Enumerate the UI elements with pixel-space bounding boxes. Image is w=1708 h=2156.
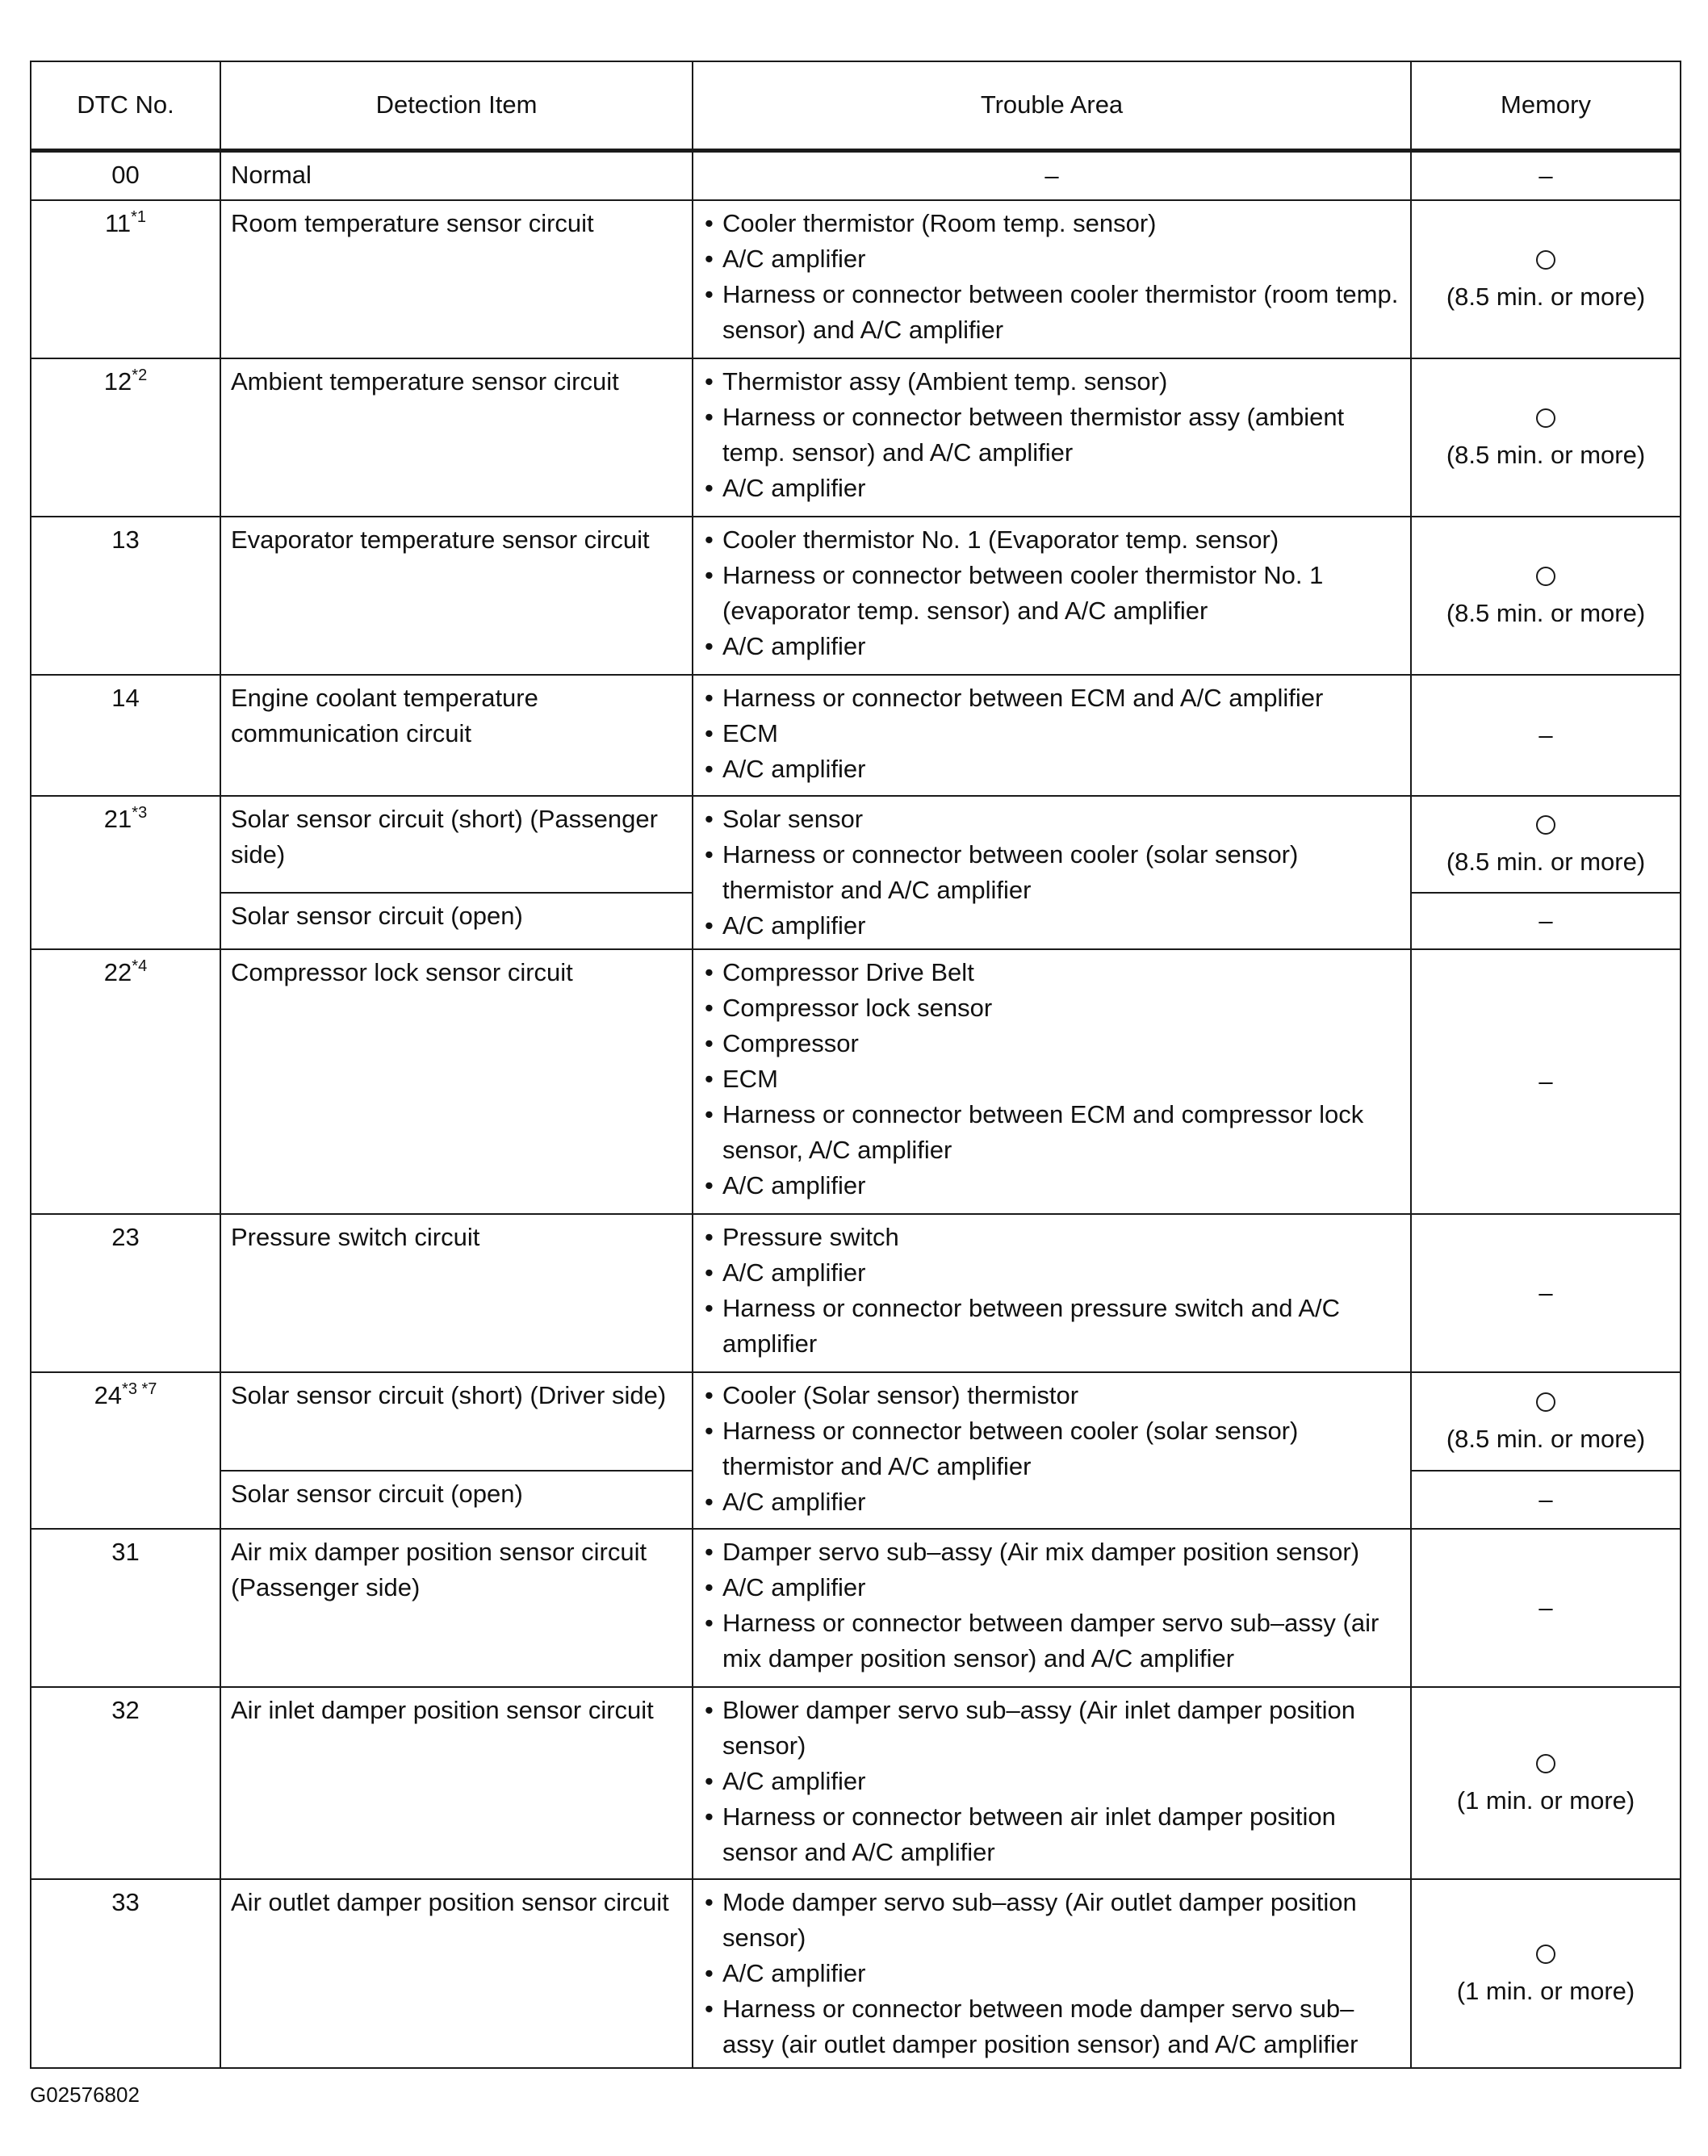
circle-mark-icon <box>1536 1754 1555 1773</box>
memory-cell <box>1411 1879 1681 2068</box>
trouble-item: • Damper servo sub–assy (Air mix damper position sensor) <box>705 1534 1402 1570</box>
trouble-area <box>693 675 1411 796</box>
trouble-item: • Harness or connector between mode damper servo sub–assy (air outlet damper position sensor) and A/C amplifier <box>705 1991 1402 2062</box>
footnote-mark: *2 <box>132 366 148 384</box>
memory-condition: (8.5 min. or more) <box>1446 599 1646 627</box>
trouble-item: • ECM <box>705 716 1402 751</box>
trouble-area <box>693 949 1411 1214</box>
trouble-item: • Thermistor assy (Ambient temp. sensor) <box>705 364 1402 400</box>
circle-mark-icon <box>1536 250 1555 270</box>
table-row <box>31 1879 1681 2068</box>
header-detection-item: Detection Item <box>220 61 693 150</box>
dtc-code-text: 21 <box>103 805 132 833</box>
table-row <box>31 517 1681 675</box>
table-row <box>31 675 1681 796</box>
trouble-item: • Harness or connector between air inlet damper position sensor and A/C amplifier <box>705 1799 1402 1870</box>
memory-cell: – <box>1411 1214 1681 1372</box>
dtc-code <box>31 1879 220 2068</box>
dtc-code <box>31 517 220 675</box>
header-dtc-no: DTC No. <box>31 61 220 150</box>
trouble-list <box>705 1885 1402 2062</box>
table-row <box>31 200 1681 358</box>
memory-cell <box>1411 200 1681 358</box>
circle-mark-icon <box>1536 408 1555 428</box>
detection-item: Air inlet damper position sensor circuit <box>220 1687 693 1879</box>
dtc-code <box>31 1372 220 1529</box>
detection-item: Air outlet damper position sensor circuit <box>220 1879 693 2068</box>
detection-item: Air mix damper position sensor circuit (Passenger side) <box>220 1529 693 1687</box>
dtc-code <box>31 1214 220 1372</box>
trouble-area: – <box>693 150 1411 200</box>
trouble-item: • Cooler (Solar sensor) thermistor <box>705 1378 1402 1413</box>
trouble-item: • Harness or connector between thermistor assy (ambient temp. sensor) and A/C amplifier <box>705 400 1402 471</box>
trouble-item: • A/C amplifier <box>705 751 1402 787</box>
detection-item: Normal <box>220 150 693 200</box>
trouble-item: • Harness or connector between cooler (solar sensor) thermistor and A/C amplifier <box>705 837 1402 908</box>
table-row <box>31 1687 1681 1879</box>
detection-item: Solar sensor circuit (open) <box>220 893 693 949</box>
memory-condition: (1 min. or more) <box>1456 1786 1635 1815</box>
table-row <box>31 1214 1681 1372</box>
dtc-code-text: 00 <box>111 160 140 189</box>
header-row <box>31 61 1681 150</box>
table-row <box>31 796 1681 893</box>
memory-cell: – <box>1411 675 1681 796</box>
dtc-code-text: 22 <box>103 958 132 986</box>
footnote-mark: *3 *7 <box>122 1380 157 1398</box>
trouble-item: • Cooler thermistor No. 1 (Evaporator temp. sensor) <box>705 522 1402 558</box>
trouble-item: • ECM <box>705 1061 1402 1097</box>
trouble-item: • Harness or connector between pressure switch and A/C amplifier <box>705 1291 1402 1362</box>
detection-item: Solar sensor circuit (open) <box>220 1471 693 1529</box>
table-row <box>31 949 1681 1214</box>
trouble-area <box>693 1879 1411 2068</box>
dtc-code-text: 31 <box>111 1538 140 1566</box>
trouble-item: • A/C amplifier <box>705 1570 1402 1605</box>
detection-item: Engine coolant temperature communication circuit <box>220 675 693 796</box>
trouble-item: • Harness or connector between damper servo sub–assy (air mix damper position sensor) and A/C amplifier <box>705 1605 1402 1677</box>
detection-item: Evaporator temperature sensor circuit <box>220 517 693 675</box>
trouble-item: • A/C amplifier <box>705 629 1402 664</box>
memory-condition: (8.5 min. or more) <box>1446 1425 1646 1453</box>
header-trouble-area: Trouble Area <box>693 61 1411 150</box>
trouble-list <box>705 206 1402 348</box>
trouble-area <box>693 358 1411 517</box>
memory-cell: – <box>1411 949 1681 1214</box>
circle-mark-icon <box>1536 1392 1555 1412</box>
detection-item: Solar sensor circuit (short) (Driver side) <box>220 1372 693 1471</box>
trouble-item: • Mode damper servo sub–assy (Air outlet damper position sensor) <box>705 1885 1402 1956</box>
trouble-area <box>693 200 1411 358</box>
memory-cell <box>1411 358 1681 517</box>
trouble-area <box>693 517 1411 675</box>
trouble-area <box>693 1214 1411 1372</box>
footnote-mark: *4 <box>132 957 148 975</box>
memory-condition: (8.5 min. or more) <box>1446 283 1646 311</box>
memory-condition: (1 min. or more) <box>1456 1977 1635 2005</box>
trouble-list <box>705 364 1402 506</box>
dtc-code <box>31 796 220 949</box>
dtc-code-text: 14 <box>111 684 140 712</box>
dtc-code <box>31 675 220 796</box>
trouble-item: • Compressor Drive Belt <box>705 955 1402 990</box>
circle-mark-icon <box>1536 815 1555 835</box>
trouble-list <box>705 680 1402 787</box>
dtc-code <box>31 150 220 200</box>
detection-item: Compressor lock sensor circuit <box>220 949 693 1214</box>
dtc-code-text: 12 <box>103 367 132 396</box>
trouble-list <box>705 1378 1402 1520</box>
header-memory: Memory <box>1411 61 1681 150</box>
trouble-item: • Harness or connector between ECM and compressor lock sensor, A/C amplifier <box>705 1097 1402 1168</box>
trouble-item: • Solar sensor <box>705 802 1402 837</box>
trouble-item: • A/C amplifier <box>705 1764 1402 1799</box>
trouble-list <box>705 1220 1402 1362</box>
table-row <box>31 1372 1681 1471</box>
trouble-area <box>693 1372 1411 1529</box>
dtc-code <box>31 200 220 358</box>
memory-cell <box>1411 796 1681 893</box>
trouble-area <box>693 1687 1411 1879</box>
detection-item: Pressure switch circuit <box>220 1214 693 1372</box>
dtc-code <box>31 1687 220 1879</box>
dtc-code-text: 13 <box>111 525 140 554</box>
dtc-code-text: 11 <box>104 209 132 237</box>
memory-cell <box>1411 1372 1681 1471</box>
memory-cell: – <box>1411 1529 1681 1687</box>
dtc-code-text: 33 <box>111 1888 140 1916</box>
dtc-code-text: 23 <box>111 1223 140 1251</box>
trouble-item: • A/C amplifier <box>705 1255 1402 1291</box>
footnote-mark: *1 <box>131 208 147 226</box>
trouble-item: • A/C amplifier <box>705 1168 1402 1204</box>
table-row <box>31 1529 1681 1687</box>
memory-cell: – <box>1411 1471 1681 1529</box>
trouble-list <box>705 1693 1402 1870</box>
trouble-list <box>705 955 1402 1204</box>
dtc-code-text: 24 <box>94 1381 123 1409</box>
memory-cell: – <box>1411 893 1681 949</box>
figure-id: G02576802 <box>30 2083 140 2107</box>
trouble-item: • A/C amplifier <box>705 1956 1402 1991</box>
trouble-item: • Harness or connector between cooler (solar sensor) thermistor and A/C amplifier <box>705 1413 1402 1484</box>
trouble-item: • A/C amplifier <box>705 1484 1402 1520</box>
trouble-list <box>705 1534 1402 1677</box>
detection-item: Ambient temperature sensor circuit <box>220 358 693 517</box>
memory-cell <box>1411 1687 1681 1879</box>
trouble-item: • Pressure switch <box>705 1220 1402 1255</box>
trouble-list <box>705 802 1402 944</box>
trouble-item: • Cooler thermistor (Room temp. sensor) <box>705 206 1402 241</box>
table-row <box>31 150 1681 200</box>
dtc-table <box>30 61 1681 2069</box>
trouble-item: • Harness or connector between cooler thermistor No. 1 (evaporator temp. sensor) and A/C amplifier <box>705 558 1402 629</box>
trouble-item: • Harness or connector between ECM and A/C amplifier <box>705 680 1402 716</box>
trouble-item: • A/C amplifier <box>705 241 1402 277</box>
dtc-code <box>31 1529 220 1687</box>
circle-mark-icon <box>1536 567 1555 586</box>
table-row <box>31 358 1681 517</box>
memory-cell: – <box>1411 150 1681 200</box>
dtc-code <box>31 949 220 1214</box>
trouble-item: • Compressor lock sensor <box>705 990 1402 1026</box>
memory-cell <box>1411 517 1681 675</box>
trouble-area <box>693 796 1411 949</box>
trouble-item: • Blower damper servo sub–assy (Air inlet damper position sensor) <box>705 1693 1402 1764</box>
memory-condition: (8.5 min. or more) <box>1446 848 1646 876</box>
trouble-item: • A/C amplifier <box>705 908 1402 944</box>
trouble-area <box>693 1529 1411 1687</box>
trouble-item: • Harness or connector between cooler thermistor (room temp. sensor) and A/C amplifier <box>705 277 1402 348</box>
dtc-code <box>31 358 220 517</box>
trouble-item: • A/C amplifier <box>705 471 1402 506</box>
detection-item: Solar sensor circuit (short) (Passenger side) <box>220 796 693 893</box>
trouble-list <box>705 522 1402 664</box>
memory-condition: (8.5 min. or more) <box>1446 441 1646 469</box>
circle-mark-icon <box>1536 1945 1555 1964</box>
trouble-item: • Compressor <box>705 1026 1402 1061</box>
footnote-mark: *3 <box>132 804 148 822</box>
dtc-code-text: 32 <box>111 1696 140 1724</box>
detection-item: Room temperature sensor circuit <box>220 200 693 358</box>
